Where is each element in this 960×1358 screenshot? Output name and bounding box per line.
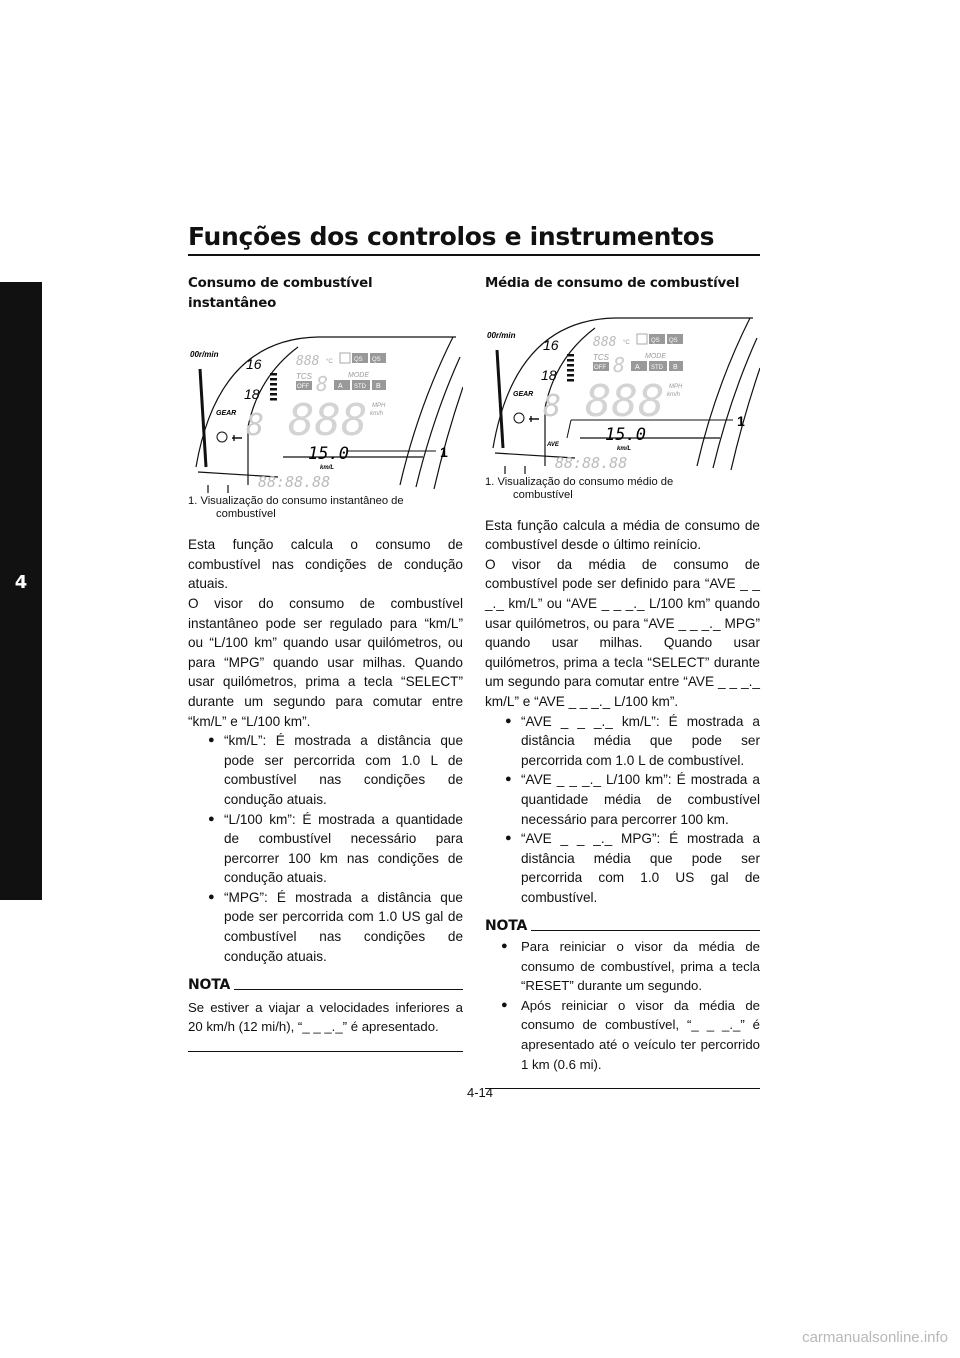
- tcs-label: TCS: [593, 352, 609, 362]
- list-item: ● “L/100 km”: É mostrada a quantidade de combustível necessário para percorrer 100 km nas condições de condução atuais.: [208, 810, 463, 888]
- list-item: ● Para reiniciar o visor da média de consumo de combustível, prima a tecla “RESET” durante um segundo.: [485, 937, 760, 996]
- dial-unit-label: 00r/min: [487, 330, 516, 340]
- note-bullet-list: [485, 937, 760, 1074]
- neutral-indicator-icon: [514, 413, 524, 423]
- speed-digits: 888: [585, 375, 665, 427]
- section-title-average: Média de consumo de combustível: [485, 276, 740, 291]
- tcs-mode-digit: 8: [316, 372, 329, 397]
- callout-number: 1: [737, 412, 745, 429]
- gear-digit: 8: [246, 408, 265, 444]
- page-header: [188, 222, 760, 256]
- fuel-consumption-value: 15.0: [605, 424, 646, 445]
- intro-paragraph: Esta função calcula a média de consumo de combustível desde o último reinício.: [485, 517, 760, 553]
- mode-std: STD: [651, 364, 663, 371]
- chapter-tab: [0, 282, 42, 900]
- callout-number: 1: [440, 444, 448, 461]
- note-label: NOTA: [188, 977, 231, 994]
- list-item: ● “MPG”: É mostrada a distância que pode ser percorrida com 1.0 US gal de combustível nas condições de condução atuais.: [208, 888, 463, 966]
- clock-digits: 88:88.88: [258, 473, 331, 492]
- header-rule: [188, 254, 760, 256]
- mode-label: MODE: [348, 372, 369, 380]
- fuel-icon: [340, 353, 350, 363]
- fuel-icon: [637, 334, 647, 344]
- fuel-consumption-value: 15.0: [308, 444, 349, 465]
- page-title: Funções dos controlos e instrumentos: [188, 222, 715, 251]
- right-column: [485, 274, 760, 1089]
- left-column: [188, 274, 463, 1052]
- meter-illustration-average: [485, 298, 760, 474]
- off-label: OFF: [594, 364, 606, 371]
- dial-tick-16: 16: [543, 336, 559, 353]
- note-text: Se estiver a viajar a velocidades inferiores a 20 km/h (12 mi/h), “_ _ _._” é apresentado.: [188, 999, 463, 1035]
- note-label: NOTA: [485, 918, 528, 935]
- list-item: ● “AVE _ _ _._ km/L”: É mostrada a distância média que pode ser percorrida com 1.0 L de combustível.: [505, 712, 760, 771]
- intro-paragraph: Esta função calcula o consumo de combustível nas condições de condução atuais.: [188, 537, 463, 592]
- body-paragraph: O visor da média de consumo de combustível pode ser definido para “AVE _ _ _._ km/L” ou “AVE _ _ _._ L/100 km” quando usar quilómetros, ou para “AVE _ _ _._ MPG” quando usar milhas. Quando usar quilómetros, prima a tecla “SELECT” durante um segundo para comutar entre “AVE _ _ _._ km/L” e “AVE _ _ _._ L/100 km”.: [485, 556, 760, 709]
- key-icon: [232, 435, 242, 441]
- tcs-label: TCS: [296, 372, 312, 382]
- note-box: [485, 917, 760, 1089]
- dial-tick-18: 18: [541, 366, 557, 383]
- mode-b: B: [673, 363, 678, 371]
- qs-indicator-1: QS: [651, 337, 660, 344]
- qs-indicator-1: QS: [354, 357, 363, 364]
- section-title-instant: Consumo de combustível instantâneo: [188, 276, 373, 311]
- mph-label: MPH: [372, 403, 386, 410]
- neutral-indicator-icon: [217, 432, 227, 442]
- fuel-consumption-unit: km/L: [617, 445, 632, 452]
- figure-caption-average: 1. Visualização do consumo médio de combustível: [485, 475, 674, 501]
- dial-tick-18: 18: [244, 386, 260, 403]
- note-end-rule: [188, 1051, 463, 1052]
- note-rule: [234, 989, 463, 990]
- instrument-figure-instant: [188, 317, 463, 493]
- ave-label: AVE: [547, 441, 559, 448]
- instrument-figure-average: [485, 298, 760, 474]
- figure-caption-instant: 1. Visualização do consumo instantâneo de combustível: [188, 495, 404, 521]
- fuel-consumption-unit: km/L: [320, 465, 335, 472]
- body-paragraph: O visor do consumo de combustível instantâneo pode ser regulado para “km/L” ou “L/100 km” quando usar quilómetros, ou para “MPG” quando usar milhas. Quando usar quilómetros, prima a tecla “SELECT” durante um segundo para comutar entre “km/L” e “L/100 km”.: [188, 595, 463, 729]
- tcs-mode-digit: 8: [613, 352, 626, 377]
- mode-a: A: [635, 363, 640, 371]
- list-item: ● “AVE _ _ _._ L/100 km”: É mostrada a quantidade média de combustível necessário para percorrer 100 km.: [505, 770, 760, 829]
- list-item: ● “km/L”: É mostrada a distância que pode ser percorrida com 1.0 L de combustível nas condições de condução atuais.: [208, 731, 463, 809]
- meter-illustration-instant: [188, 317, 463, 493]
- temp-unit: °C: [326, 359, 333, 366]
- mode-label: MODE: [645, 352, 666, 360]
- qs-indicator-2: QS: [372, 357, 381, 364]
- mode-std: STD: [354, 384, 366, 391]
- page-number: 4-14: [466, 1085, 494, 1100]
- list-item: ● Após reiniciar o visor da média de consumo de combustível, “_ _ _._” é apresentado até o veículo ter percorrido 1 km (0.6 mi).: [485, 996, 760, 1074]
- gear-label: GEAR: [216, 410, 237, 418]
- temp-digits: 888: [593, 334, 617, 350]
- temp-digits: 888: [296, 354, 320, 370]
- bullet-list: [485, 712, 760, 908]
- list-item: ● “AVE _ _ _._ MPG”: É mostrada a distância média que pode ser percorrida com 1.0 US gal de combustível.: [505, 829, 760, 907]
- dial-unit-label: 00r/min: [190, 350, 219, 360]
- kmh-label: km/h: [370, 411, 384, 418]
- temp-unit: °C: [623, 339, 630, 346]
- key-icon: [529, 416, 539, 422]
- watermark: carmanualsonline.info: [802, 1329, 948, 1346]
- gear-label: GEAR: [513, 390, 534, 398]
- mode-a: A: [338, 383, 343, 391]
- qs-indicator-2: QS: [669, 337, 678, 344]
- clock-digits: 88:88.88: [555, 453, 628, 472]
- chapter-number: 4: [14, 572, 28, 593]
- off-label: OFF: [297, 384, 309, 391]
- bullet-list: [188, 731, 463, 966]
- gear-digit: 8: [543, 388, 562, 424]
- note-rule: [531, 930, 760, 931]
- mode-b: B: [376, 383, 381, 391]
- dial-tick-16: 16: [246, 356, 262, 373]
- kmh-label: km/h: [667, 391, 681, 398]
- note-box: [188, 976, 463, 1052]
- mph-label: MPH: [669, 383, 683, 390]
- speed-digits: 888: [288, 395, 368, 447]
